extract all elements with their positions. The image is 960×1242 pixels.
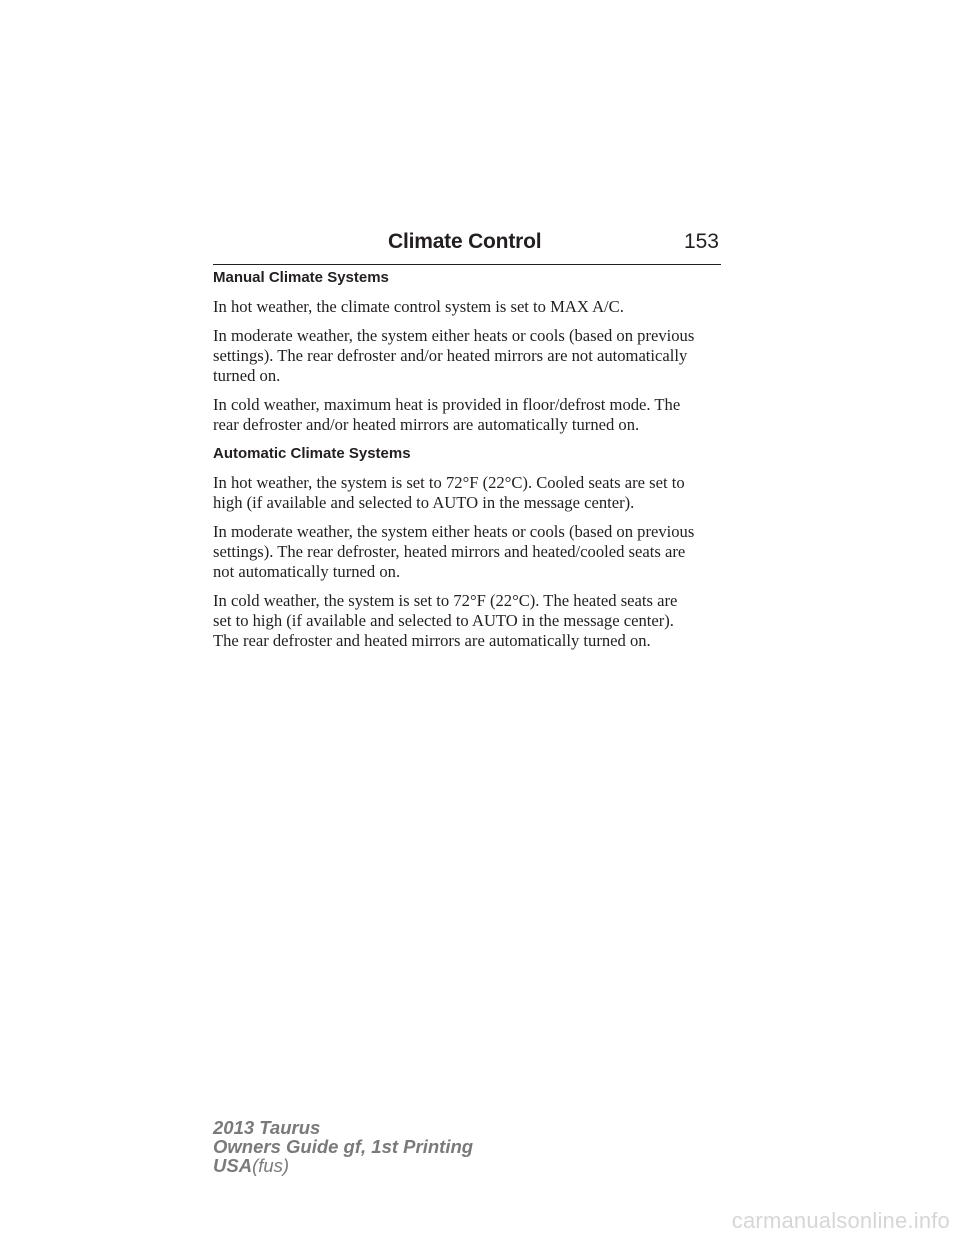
paragraph: In hot weather, the system is set to 72°F (22°C). Cooled seats are set to high (if available and selected to AUTO in the message center). [213,473,685,512]
section-heading-automatic: Automatic Climate Systems [213,445,411,462]
paragraph: In cold weather, maximum heat is provided in floor/defrost mode. The rear defroster and/or heated mirrors are automatically turned on. [213,395,681,434]
footer-edition: Owners Guide gf, 1st Printing [213,1136,474,1157]
page-content [213,268,725,660]
footer-region-name: USA [213,1155,253,1176]
paragraph: In moderate weather, the system either heats or cools (based on previous settings). The rear defroster and/or heated mirrors are not automatically turned on. [213,326,695,385]
section-heading-manual: Manual Climate Systems [213,269,389,286]
footer-region-code: (fus) [252,1155,290,1176]
paragraph: In moderate weather, the system either heats or cools (based on previous settings). The rear defroster, heated mirrors and heated/cooled seats are not automatically turned on. [213,522,695,581]
print-footer [213,1118,473,1175]
page-number: 153 [683,230,719,253]
page-header [213,226,721,265]
footer-region [213,1156,473,1175]
paragraph: In hot weather, the climate control system is set to MAX A/C. [213,297,624,316]
paragraph: In cold weather, the system is set to 72°F (22°C). The heated seats are set to high (if available and selected to AUTO in the message center). The rear defroster and heated mirrors are automatically turned on. [213,591,678,650]
watermark: carmanualsonline.info [731,1208,950,1233]
footer-model: 2013 Taurus [213,1117,321,1138]
page-title: Climate Control [388,230,542,253]
